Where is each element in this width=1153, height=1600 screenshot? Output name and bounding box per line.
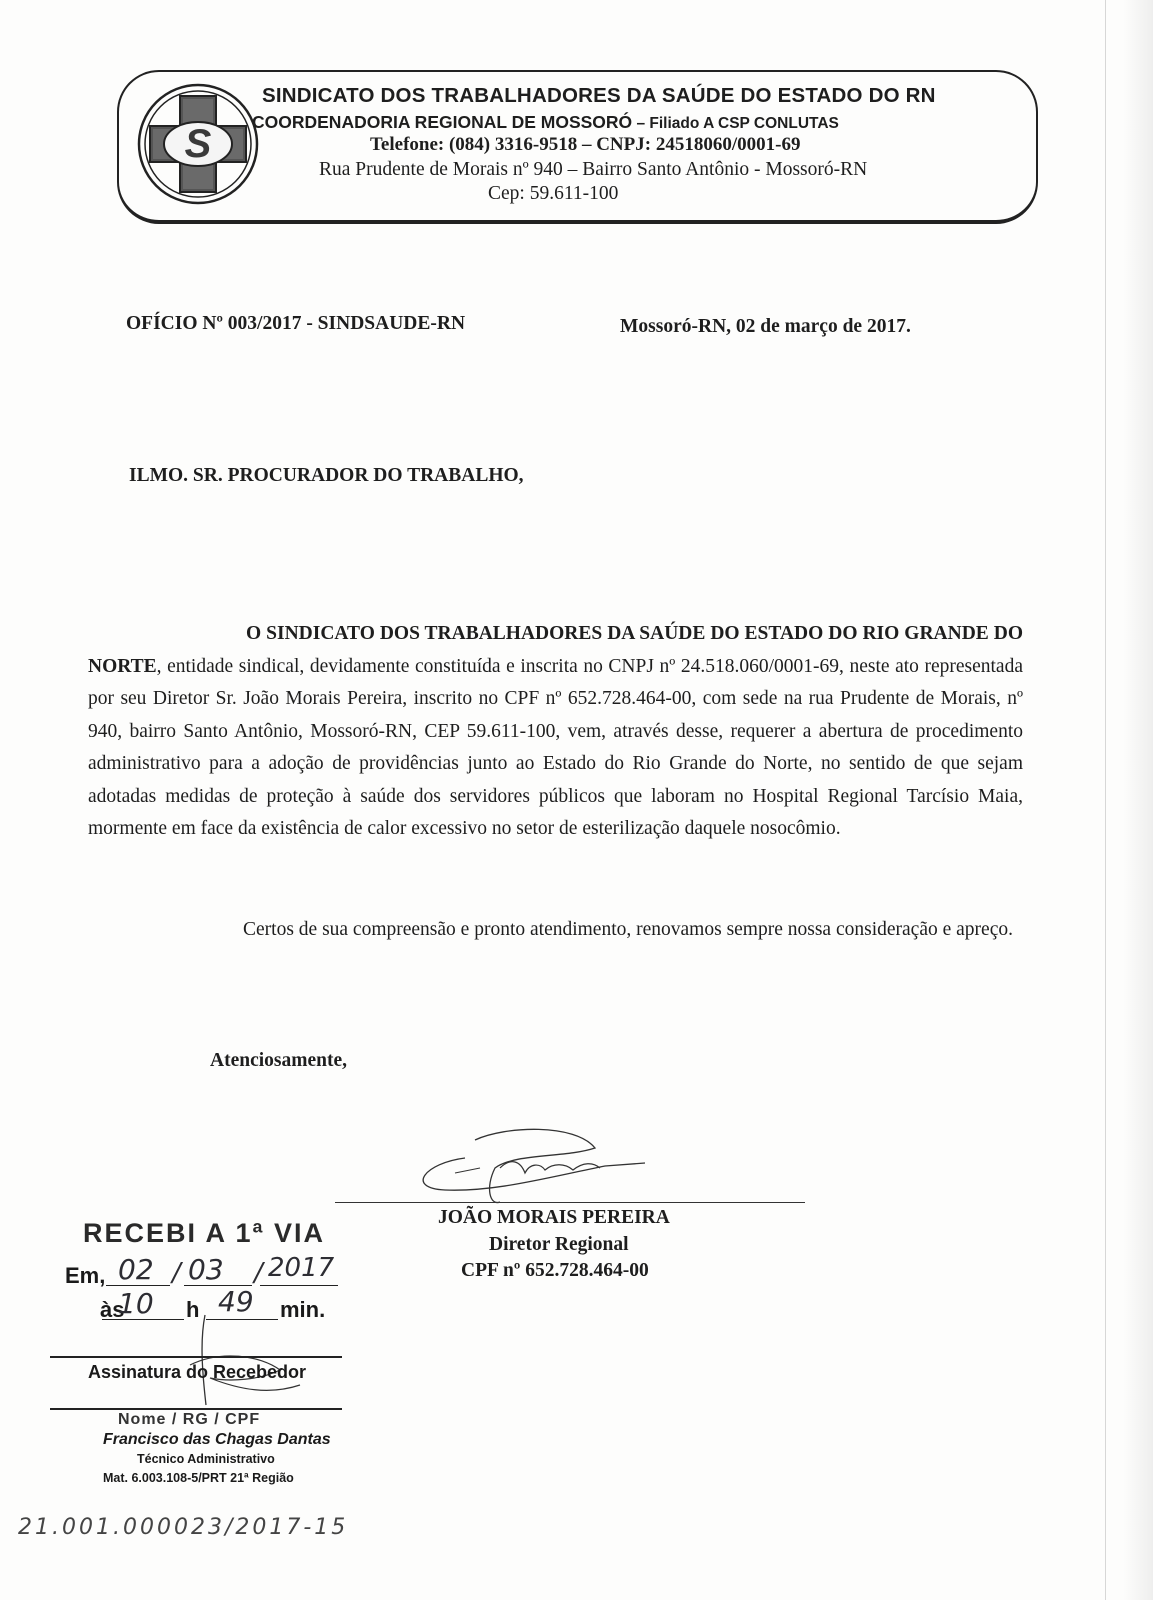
body-lead: O SINDICATO DOS TRABALHADORES DA SAÚDE DO ESTADO DO RIO GRANDE DO NORTE [88,623,1023,677]
page-edge-line [1105,0,1106,1600]
stamp-rg-cpf-label: Nome / RG / CPF [118,1411,261,1428]
signer-cpf: CPF nº 652.728.464-00 [461,1260,649,1281]
handwritten-protocol-number: 21.001.000023/2017-15 [18,1515,349,1540]
body-text: , entidade sindical, devidamente constituída e inscrita no CNPJ nº 24.518.060/0001-69, neste ato representada por seu Diretor Sr. João Morais Pereira, inscrito no CPF nº 652.728.464-00, com sede na rua Prudente de Morais, nº 940, bairro Santo Antônio, Mossoró-RN, CEP 59.611-100, vem, através desse, requerer a abertura de procedimento administrativo para a adoção de providências junto ao Estado do Rio Grande do Norte, no sentido de que sejam adotadas medidas de proteção à saúde dos servidores públicos que laboram no Hospital Regional Tarcísio Maia, mormente em face da existência de calor excessivo no setor de esterilização daquele nosocômio. [88,655,1023,839]
stamp-hour: 10 [118,1287,154,1320]
letterhead-address: Rua Prudente de Morais nº 940 – Bairro Santo Antônio - Mossoró-RN [319,159,868,180]
stamp-receiver-mat: Mat. 6.003.108-5/PRT 21ª Região [103,1471,294,1485]
stamp-min-label: min. [280,1297,326,1322]
document-date: Mossoró-RN, 02 de março de 2017. [620,316,911,337]
svg-text:S: S [184,122,212,166]
stamp-signature-label: Assinatura do Recebedor [88,1362,307,1382]
stamp-underline [106,1285,170,1286]
union-logo-icon [136,82,260,206]
stamp-year: 2017 [268,1253,335,1283]
signature-line [335,1202,805,1203]
stamp-date-slash: / [254,1258,263,1288]
letterhead-coordination: COORDENADORIA REGIONAL DE MOSSORÓ [252,112,633,132]
receiver-signature [160,1310,310,1410]
document-number: OFÍCIO Nº 003/2017 - SINDSAUDE-RN [126,313,466,334]
letterhead-subtitle [252,112,839,133]
stamp-receiver-name: Francisco das Chagas Dantas [103,1431,331,1448]
addressee: ILMO. SR. PROCURADOR DO TRABALHO, [129,465,524,486]
body-paragraph [88,618,1023,846]
stamp-id-line [50,1408,342,1410]
letterhead-phone-cnpj: Telefone: (084) 3316-9518 – CNPJ: 24518060/0001-69 [370,134,801,155]
stamp-month: 03 [188,1253,224,1286]
stamp-date-slash: / [172,1258,181,1288]
director-signature [405,1118,665,1208]
stamp-underline [260,1285,338,1286]
stamp-h-label: h [186,1297,200,1322]
letterhead-title: SINDICATO DOS TRABALHADORES DA SAÚDE DO ESTADO DO RN [262,84,936,107]
stamp-minute: 49 [218,1285,254,1318]
page-edge-shadow [1123,0,1153,1600]
stamp-as-label: às [100,1297,125,1322]
greeting: Atenciosamente, [210,1050,348,1071]
stamp-receiver-role: Técnico Administrativo [137,1452,275,1466]
signer-role: Diretor Regional [489,1234,629,1255]
letterhead-cep: Cep: 59.611-100 [488,183,619,204]
stamp-title: RECEBI A 1ª VIA [83,1218,326,1248]
stamp-day: 02 [118,1253,154,1286]
closing-paragraph: Certos de sua compreensão e pronto atendimento, renovamos sempre nossa consideração e apreço. [243,919,1013,940]
signer-name: JOÃO MORAIS PEREIRA [438,1207,670,1228]
stamp-signature-line [50,1356,342,1358]
letterhead-affiliation: – Filiado A CSP CONLUTAS [632,115,839,132]
stamp-em-label: Em, [65,1263,106,1288]
